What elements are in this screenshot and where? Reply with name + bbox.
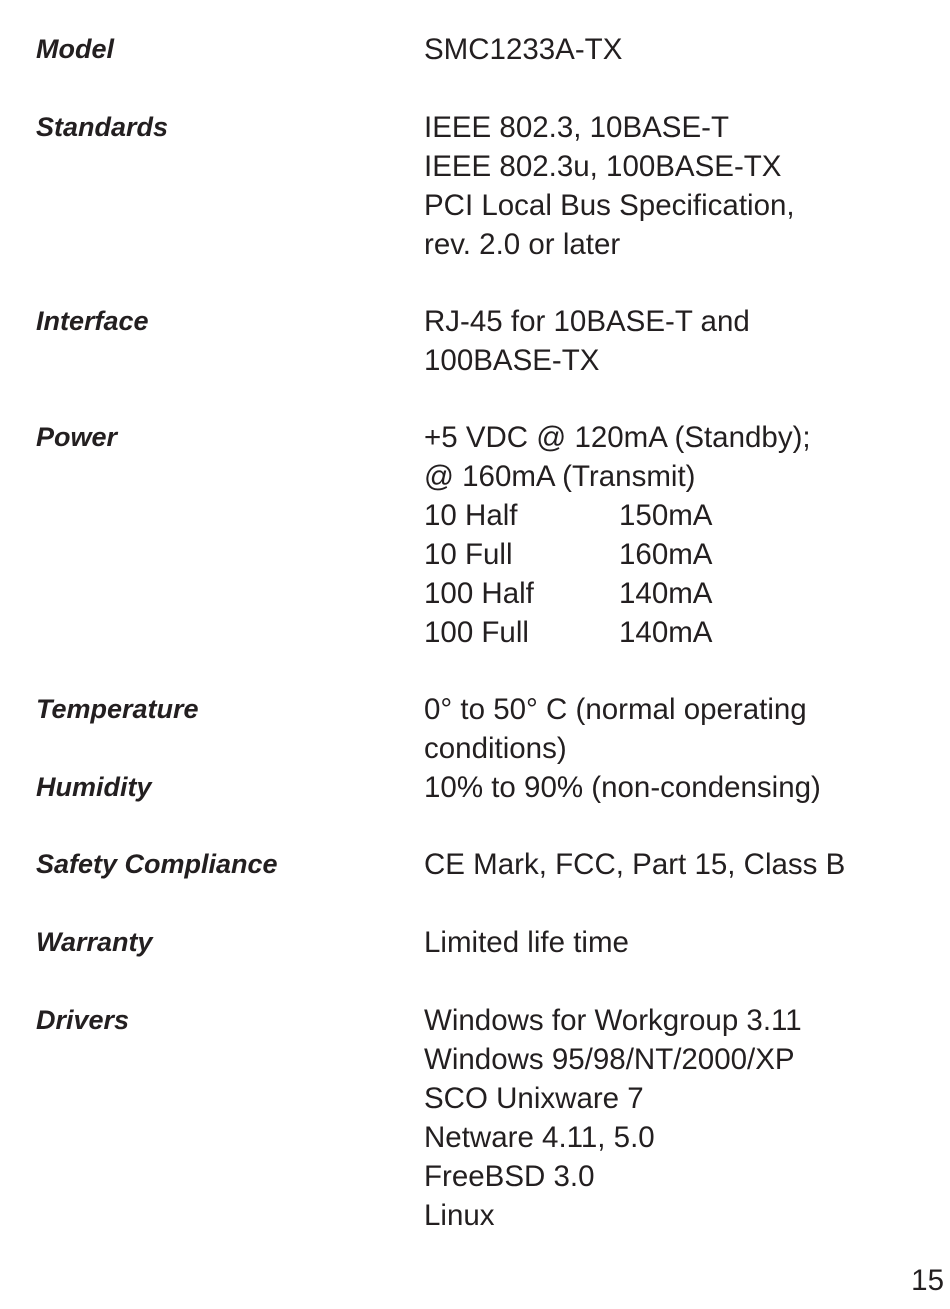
power-current: 150mA xyxy=(619,499,713,532)
power-mode: 100 Half xyxy=(424,577,534,610)
humidity-label: Humidity xyxy=(36,772,152,802)
drivers-value xyxy=(424,1001,802,1235)
model-line: SMC1233A-TX xyxy=(424,33,623,66)
interface-value xyxy=(424,302,750,380)
power-line: @ 160mA (Transmit) xyxy=(424,460,696,493)
temperature-value xyxy=(424,690,807,768)
power-current: 140mA xyxy=(619,577,713,610)
interface-label: Interface xyxy=(36,306,149,336)
standards-line: IEEE 802.3u, 100BASE-TX xyxy=(424,150,782,183)
safety-compliance-value xyxy=(424,845,845,884)
safety-compliance-line: CE Mark, FCC, Part 15, Class B xyxy=(424,848,846,881)
power-value xyxy=(424,418,811,652)
power-mode: 10 Half xyxy=(424,499,518,532)
temperature-label: Temperature xyxy=(36,694,199,724)
humidity-value xyxy=(424,768,821,807)
safety-compliance-label: Safety Compliance xyxy=(36,849,278,879)
page-number: 15 xyxy=(911,1264,944,1297)
power-mode: 10 Full xyxy=(424,538,513,571)
model-value xyxy=(424,30,622,69)
standards-line: PCI Local Bus Specification, xyxy=(424,189,795,222)
standards-value xyxy=(424,108,795,264)
standards-line: rev. 2.0 or later xyxy=(424,228,621,261)
warranty-line: Limited life time xyxy=(424,926,629,959)
power-mode-row xyxy=(424,535,811,574)
power-current: 140mA xyxy=(619,616,713,649)
power-current: 160mA xyxy=(619,538,713,571)
warranty-value xyxy=(424,923,629,962)
power-mode-row xyxy=(424,613,811,652)
power-mode-row xyxy=(424,574,811,613)
driver-line: SCO Unixware 7 xyxy=(424,1082,644,1115)
power-mode: 100 Full xyxy=(424,616,529,649)
standards-label: Standards xyxy=(36,112,169,142)
model-label: Model xyxy=(36,34,114,64)
drivers-label: Drivers xyxy=(36,1005,130,1035)
warranty-label: Warranty xyxy=(36,927,153,957)
temperature-line: 0° to 50° C (normal operating xyxy=(424,693,807,726)
driver-line: Windows for Workgroup 3.11 xyxy=(424,1004,802,1037)
power-mode-row xyxy=(424,496,811,535)
driver-line: Linux xyxy=(424,1199,495,1232)
driver-line: Netware 4.11, 5.0 xyxy=(424,1121,655,1154)
interface-line: RJ-45 for 10BASE-T and xyxy=(424,305,750,338)
interface-line: 100BASE-TX xyxy=(424,344,600,377)
driver-line: Windows 95/98/NT/2000/XP xyxy=(424,1043,795,1076)
temperature-line: conditions) xyxy=(424,732,567,765)
standards-line: IEEE 802.3, 10BASE-T xyxy=(424,111,729,144)
power-label: Power xyxy=(36,422,118,452)
driver-line: FreeBSD 3.0 xyxy=(424,1160,595,1193)
humidity-line: 10% to 90% (non-condensing) xyxy=(424,771,821,804)
power-line: +5 VDC @ 120mA (Standby); xyxy=(424,421,811,454)
